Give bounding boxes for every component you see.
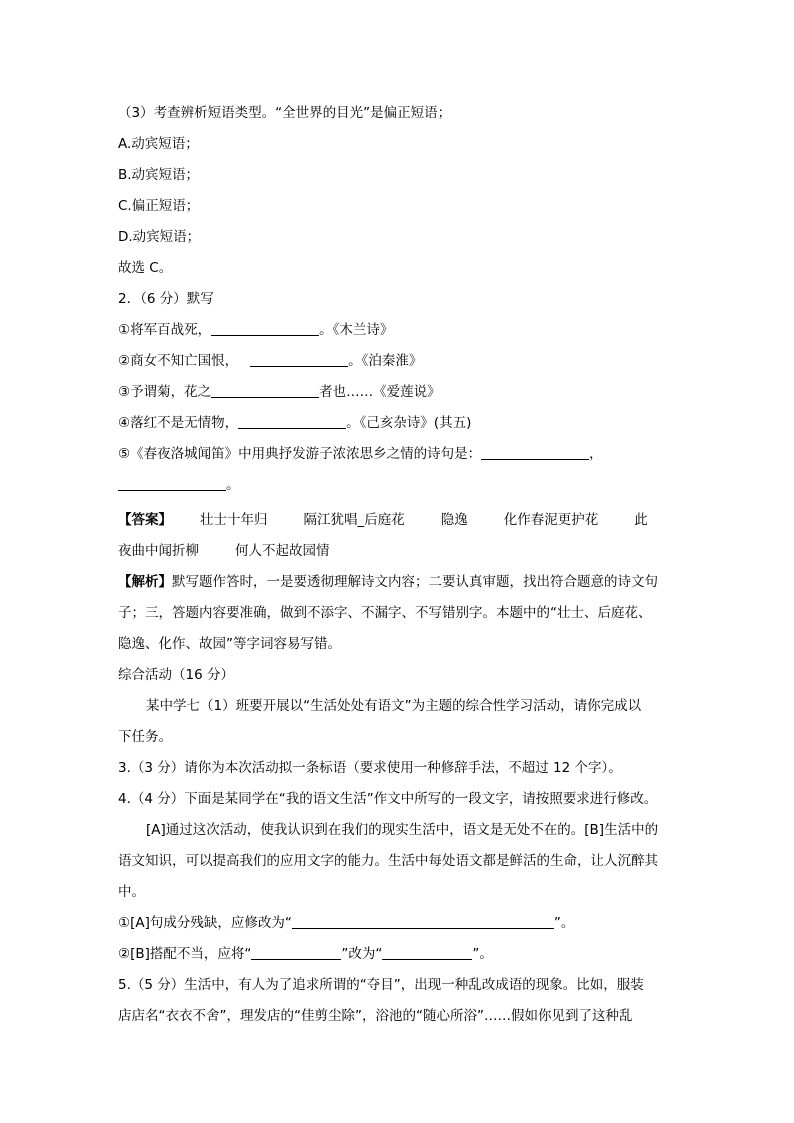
- option-d: D.动宾短语；: [118, 229, 201, 245]
- q1-conclusion: 故选 C。: [118, 260, 173, 276]
- answer-blank[interactable]: [382, 945, 472, 960]
- q4-para-line2: 语文知识，可以提高我们的应用文字的能力。生活中每处语文都是鲜活的生命，让人沉醉其: [118, 853, 658, 869]
- q2-item-5-post: ，: [589, 446, 603, 462]
- analysis-line1: [118, 567, 678, 598]
- q2-item-4-post: 。《己亥杂诗》(其五): [346, 415, 472, 431]
- answer-4: 化作春泥更护花: [503, 512, 599, 528]
- answer-3: 隐逸: [440, 512, 468, 528]
- q2-answer-line1: [118, 505, 678, 536]
- q2-item-5-line2: [118, 470, 678, 501]
- q5-line1: 5.（5 分）生活中，有人为了追求所谓的“夺目”，出现一种乱改成语的现象。比如，服装: [118, 977, 644, 993]
- q2-heading: 2．（6 分）默写: [118, 291, 214, 307]
- q4-sub1: [118, 908, 678, 939]
- q2-item-3-post: 者也……《爱莲说》: [319, 384, 441, 400]
- document-page: [118, 98, 678, 1032]
- answer-blank[interactable]: [211, 383, 319, 398]
- q4-sub2: [118, 939, 678, 970]
- q2-item-2-post: 。《泊秦淮》: [348, 353, 423, 369]
- answer-1: 壮士十年归: [200, 512, 268, 528]
- option-b: B.动宾短语；: [118, 167, 200, 183]
- section-title: 综合活动（16 分）: [118, 667, 234, 683]
- q3-text: 3.（3 分）请你为本次活动拟一条标语（要求使用一种修辞手法，不超过 12 个字）。: [118, 760, 622, 776]
- analysis-line2: 子；三，答题内容要准确，做到不添字、不漏字、不写错别字。本题中的“壮士、后庭花、: [118, 605, 652, 621]
- answer-label: 【答案】: [118, 512, 172, 528]
- analysis-label: 【解析】: [118, 574, 172, 590]
- q4-text: 4.（4 分）下面是某同学在“我的语文生活”作文中所写的一段文字，请按照要求进行修改。: [118, 791, 658, 807]
- q2-item-4: [118, 408, 678, 439]
- q2-item-2-pre: ②商女不知亡国恨，: [118, 353, 239, 369]
- q4-sub2-mid: ”改为“: [341, 946, 383, 962]
- q1-part3-intro: （3）考查辨析短语类型。“全世界的目光”是偏正短语；: [118, 105, 452, 121]
- q2-item-2: [118, 346, 678, 377]
- q4-sub2-pre: ②[B]搭配不当，应将“: [118, 946, 252, 962]
- q2-item-5: [118, 439, 678, 470]
- analysis-line3: 隐逸、化作、故园”等字词容易写错。: [118, 636, 341, 652]
- q2-item-5-line2-post: 。: [226, 477, 240, 493]
- answer-blank[interactable]: [292, 914, 554, 929]
- q4-sub1-post: ”。: [553, 915, 575, 931]
- q2-item-3-pre: ③予谓菊，花之: [118, 384, 212, 400]
- q4-para-line3: 中。: [118, 884, 145, 900]
- q2-item-1-pre: ①将军百战死，: [118, 322, 212, 338]
- answer-2: 隔江犹唱_后庭花: [303, 512, 405, 528]
- answer-6: 何人不起故园情: [235, 543, 330, 559]
- analysis-text-1: 默写题作答时，一是要透彻理解诗文内容；二要认真审题，找出符合题意的诗文句: [172, 574, 658, 590]
- q2-item-3: [118, 377, 678, 408]
- q4-para-line1: [A]通过这次活动，使我认识到在我们的现实生活中，语文是无处不在的。[B]生活中的: [146, 822, 659, 838]
- q5-line2: 店店名“衣衣不舍”，理发店的“佳剪尘除”，浴池的“随心所浴”……假如你见到了这种乱: [118, 1008, 633, 1024]
- section-intro-line1: 某中学七（1）班要开展以“生活处处有语文”为主题的综合性学习活动，请你完成以: [146, 698, 642, 714]
- q2-item-4-pre: ④落红不是无情物，: [118, 415, 239, 431]
- answer-blank[interactable]: [250, 352, 348, 367]
- answer-blank[interactable]: [211, 321, 319, 336]
- q2-item-5-pre: ⑤《春夜洛城闻笛》中用典抒发游子浓浓思乡之情的诗句是：: [118, 446, 482, 462]
- q2-item-1-post: 。《木兰诗》: [319, 322, 394, 338]
- option-a: A.动宾短语；: [118, 136, 199, 152]
- answer-5-cont: 夜曲中闻折柳: [118, 543, 199, 559]
- section-intro-line2: 下任务。: [118, 729, 172, 745]
- q2-answer-line2: [118, 536, 678, 567]
- answer-5: 此: [634, 512, 648, 528]
- q4-sub1-pre: ①[A]句成分残缺，应修改为“: [118, 915, 292, 931]
- answer-blank[interactable]: [118, 476, 226, 491]
- answer-blank[interactable]: [251, 945, 341, 960]
- q4-sub2-post: ”。: [472, 946, 493, 962]
- answer-blank[interactable]: [238, 414, 346, 429]
- answer-blank[interactable]: [481, 445, 589, 460]
- q2-item-1: [118, 315, 678, 346]
- option-c: C.偏正短语；: [118, 198, 200, 214]
